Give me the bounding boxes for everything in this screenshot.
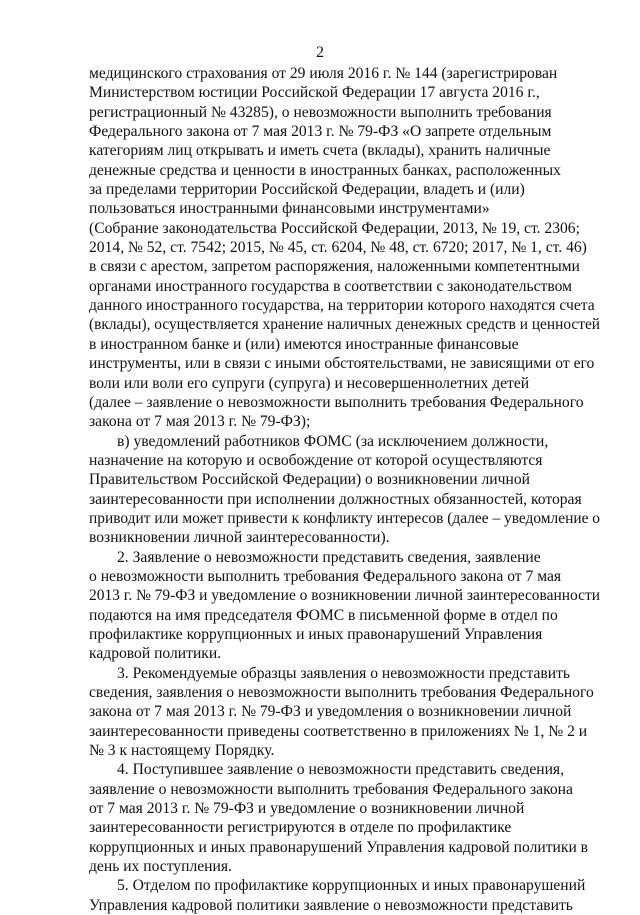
text-line-content: данного иностранного государства, на территории которого находятся счета <box>89 297 595 315</box>
text-line-content: Правительством Российской Федерации) о возникновении личной <box>89 471 530 489</box>
text-line-content: 3. Рекомендуемые образцы заявления о невозможности представить <box>117 664 571 682</box>
text-line-content: коррупционных и иных правонарушений Управления кадровой политики в <box>89 838 589 856</box>
text-line <box>89 528 600 547</box>
text-line-content: заинтересованности регистрируются в отделе по профилактике <box>89 819 512 837</box>
text-line <box>89 354 600 373</box>
text-line <box>89 393 600 412</box>
text-line <box>89 277 600 296</box>
text-line-content: Управления кадровой политики заявление о невозможности представить <box>89 896 573 914</box>
text-line-content: 5. Отделом по профилактике коррупционных и иных правонарушений <box>117 877 586 895</box>
text-line <box>89 199 600 218</box>
text-line-content: сведения, заявления о невозможности выполнить требования Федерального <box>89 684 594 701</box>
text-line-content: возникновении личной заинтересованности). <box>89 529 390 547</box>
text-line-content: воли или воли его супруги (супруга) и несовершеннолетних детей <box>89 374 530 392</box>
text-line-content: кадровой политики. <box>89 645 222 663</box>
text-line <box>89 238 600 257</box>
text-line <box>89 760 600 779</box>
text-line-content: Федерального закона от 7 мая 2013 г. № 79-ФЗ «О запрете отдельным <box>89 123 552 141</box>
text-line <box>89 644 600 663</box>
text-line-content: от 7 мая 2013 г. № 79-ФЗ и уведомление о возникновении личной <box>89 800 525 818</box>
text-line-content: за пределами территории Российской Федерации, владеть и (или) <box>89 181 525 199</box>
text-line-content: № 3 к настоящему Порядку. <box>89 742 275 760</box>
text-line-content: подаются на имя председателя ФОМС в письменной форме в отдел по <box>89 606 558 624</box>
text-line <box>89 470 600 489</box>
text-line <box>89 509 600 528</box>
text-line <box>89 412 600 431</box>
text-line-content: в связи с арестом, запретом распоряжения, наложенными компетентными <box>89 258 580 276</box>
text-line <box>89 606 600 625</box>
text-line <box>89 219 600 238</box>
text-line-content: денежные средства и ценности в иностранных банках, расположенных <box>89 161 561 179</box>
text-line-content: категориям лиц открывать и иметь счета (вклады), хранить наличные <box>89 142 551 160</box>
text-line <box>89 722 600 741</box>
text-line-content: назначение на которую и освобождение от которой осуществляются <box>89 451 543 469</box>
text-line <box>89 83 600 102</box>
text-line-content: закона от 7 мая 2013 г. № 79-ФЗ и уведомления о возникновении личной <box>89 703 572 721</box>
text-line-content: регистрационный № 43285), о невозможности выполнить требования <box>89 103 552 121</box>
text-line <box>89 296 600 315</box>
text-line-content: органами иностранного государства в соответствии с законодательством <box>89 277 572 295</box>
text-line-content: (вклады), осуществляется хранение наличных денежных средств и ценностей <box>89 316 600 334</box>
page-number: 2 <box>316 44 324 61</box>
text-line-content: день их поступления. <box>89 858 232 876</box>
text-line <box>89 335 600 354</box>
text-line <box>89 702 600 721</box>
text-line-content: заинтересованности приведены соответственно в приложениях № 1, № 2 и <box>89 722 588 740</box>
text-line-content: 2013 г. № 79-ФЗ и уведомление о возникновении личной заинтересованности <box>89 587 600 605</box>
text-line <box>89 625 600 644</box>
text-line-content: Министерством юстиции Российской Федерации 17 августа 2016 г., <box>89 84 540 102</box>
text-line-content: в иностранном банке и (или) имеются иностранные финансовые <box>89 335 519 353</box>
text-line <box>89 799 600 818</box>
text-line <box>89 548 600 567</box>
text-line <box>89 451 600 470</box>
text-line-content: 4. Поступившее заявление о невозможности представить сведения, <box>117 761 565 779</box>
text-line <box>89 103 600 122</box>
text-line-content: заявление о невозможности выполнить требования Федерального закона <box>89 780 573 798</box>
text-line-content: закона от 7 мая 2013 г. № 79-ФЗ); <box>89 413 311 431</box>
text-line-content: медицинского страхования от 29 июля 2016 г. № 144 (зарегистрирован <box>89 65 558 82</box>
text-line <box>89 857 600 876</box>
text-line <box>89 64 600 83</box>
text-line <box>89 741 600 760</box>
text-line <box>89 896 600 915</box>
text-line <box>89 161 600 180</box>
text-line <box>89 683 600 702</box>
text-line-content: профилактике коррупционных и иных правонарушений Управления <box>89 625 543 643</box>
text-line <box>89 315 600 334</box>
text-line-content: (Собрание законодательства Российской Федерации, 2013, № 19, ст. 2306; <box>89 219 580 237</box>
text-line <box>89 257 600 276</box>
text-line-content: 2014, № 52, ст. 7542; 2015, № 45, ст. 6204, № 48, ст. 6720; 2017, № 1, ст. 46) <box>89 239 587 257</box>
text-line <box>89 586 600 605</box>
text-line <box>89 180 600 199</box>
text-line <box>89 567 600 586</box>
text-line-content: пользоваться иностранными финансовыми инструментами» <box>89 200 490 218</box>
text-line <box>89 664 600 683</box>
text-line <box>89 818 600 837</box>
text-line <box>89 876 600 895</box>
text-line <box>89 432 600 451</box>
text-line-content: 2. Заявление о невозможности представить сведения, заявление <box>117 548 541 566</box>
document-body <box>89 64 600 915</box>
text-line <box>89 374 600 393</box>
text-line-content: инструменты, или в связи с иными обстоятельствами, не зависящими от его <box>89 355 595 373</box>
text-line-content: в) уведомлений работников ФОМС (за исключением должности, <box>117 432 549 450</box>
text-line <box>89 122 600 141</box>
text-line-content: заинтересованности при исполнении должностных обязанностей, которая <box>89 490 582 508</box>
text-line-content: (далее – заявление о невозможности выполнить требования Федерального <box>89 393 584 411</box>
text-line-content: о невозможности выполнить требования Федерального закона от 7 мая <box>89 567 562 585</box>
text-line-content: приводит или может привести к конфликту интересов (далее – уведомление о <box>89 509 600 527</box>
text-line <box>89 141 600 160</box>
text-line <box>89 838 600 857</box>
text-line <box>89 780 600 799</box>
text-line <box>89 490 600 509</box>
